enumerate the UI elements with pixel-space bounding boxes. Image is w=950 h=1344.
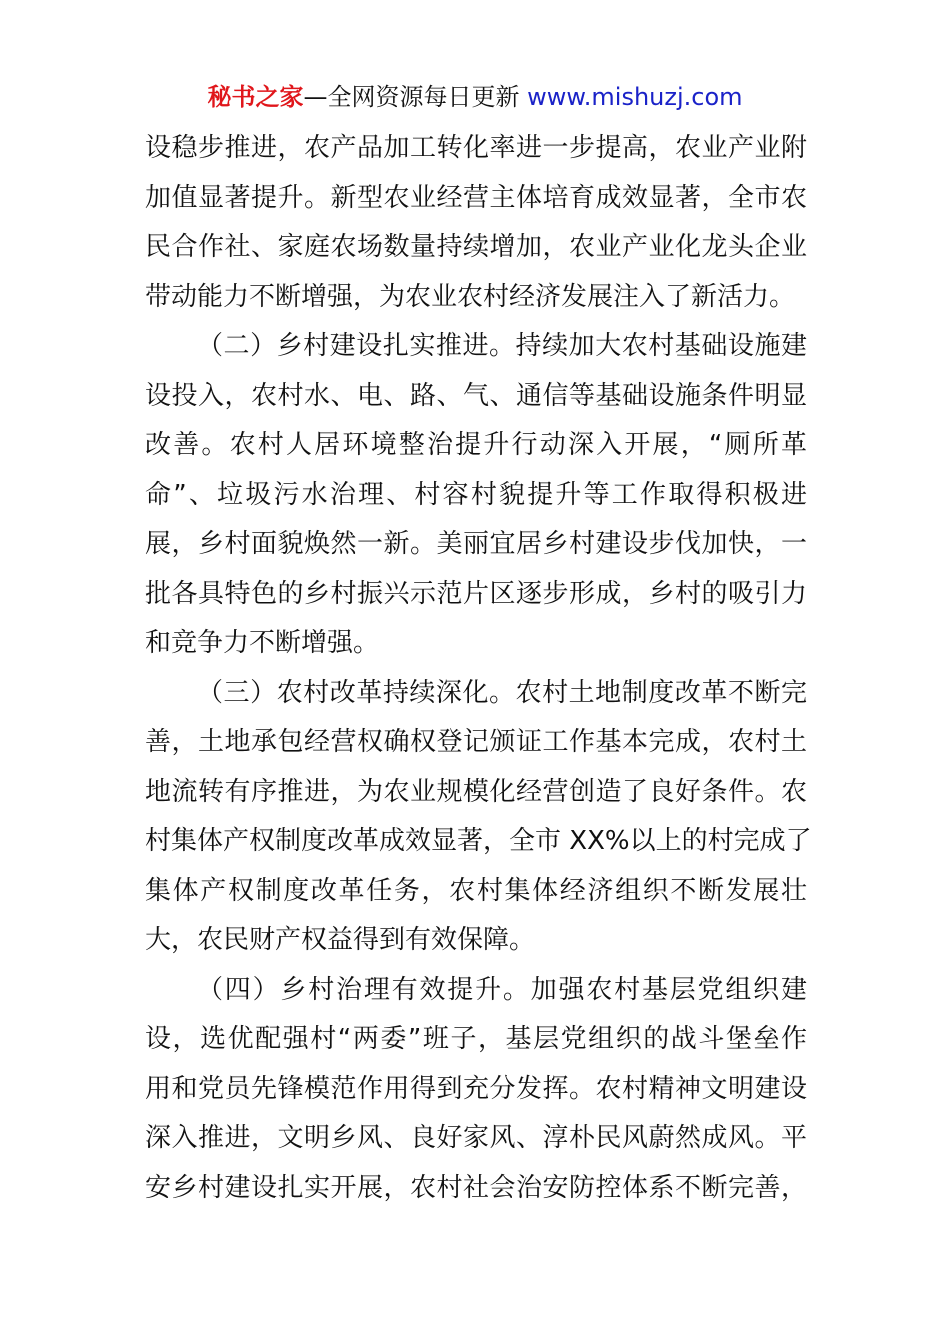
text-line: 大，农民财产权益得到有效保障。 [145,925,536,955]
text-line: 用和党员先锋模范作用得到充分发挥。农村精神文明建设 [145,1073,807,1104]
site-tagline: —全网资源每日更新 [303,83,520,111]
text-line: 设投入，农村水、电、路、气、通信等基础设施条件明显 [145,380,807,411]
text-line: 加值显著提升。新型农业经营主体培育成效显著，全市农 [145,182,807,213]
site-url-link[interactable]: www.mishuzj.com [527,83,743,111]
text-line: 安乡村建设扎实开展，农村社会治安防控体系不断完善， [145,1172,807,1203]
text-line: 改善。农村人居环境整治提升行动深入开展，“厕所革 [145,430,807,460]
document-body [145,124,812,1213]
text-line: 深入推进，文明乡风、良好家风、淳朴民风蔚然成风。平 [145,1123,807,1153]
text-line: （三）农村改革持续深化。农村土地制度改革不断完 [197,677,807,708]
text-line: 批各具特色的乡村振兴示范片区逐步形成，乡村的吸引力 [145,578,807,609]
text-line: 设，选优配强村“两委”班子，基层党组织的战斗堡垒作 [145,1024,807,1054]
text-line: 和竞争力不断增强。 [145,628,380,658]
text-line: 展，乡村面貌焕然一新。美丽宜居乡村建设步伐加快，一 [145,529,807,559]
text-line: 设稳步推进，农产品加工转化率进一步提高，农业产业附 [145,133,807,163]
text-line: 善，土地承包经营权确权登记颁证工作基本完成，农村土 [145,727,807,757]
site-header [0,80,950,114]
text-line: 村集体产权制度改革成效显著，全市 XX%以上的村完成了 [145,826,812,856]
text-line: 民合作社、家庭农场数量持续增加，农业产业化龙头企业 [145,232,807,262]
text-line: （四）乡村治理有效提升。加强农村基层党组织建 [197,974,807,1005]
text-line: 地流转有序推进，为农业规模化经营创造了良好条件。农 [145,776,807,807]
text-line: 命”、垃圾污水治理、村容村貌提升等工作取得积极进 [145,479,807,510]
text-line: 集体产权制度改革任务，农村集体经济组织不断发展壮 [145,875,807,906]
text-line: 带动能力不断增强，为农业农村经济发展注入了新活力。 [145,281,796,312]
text-line: （二）乡村建设扎实推进。持续加大农村基础设施建 [197,331,807,361]
site-brand: 秘书之家 [207,83,304,111]
